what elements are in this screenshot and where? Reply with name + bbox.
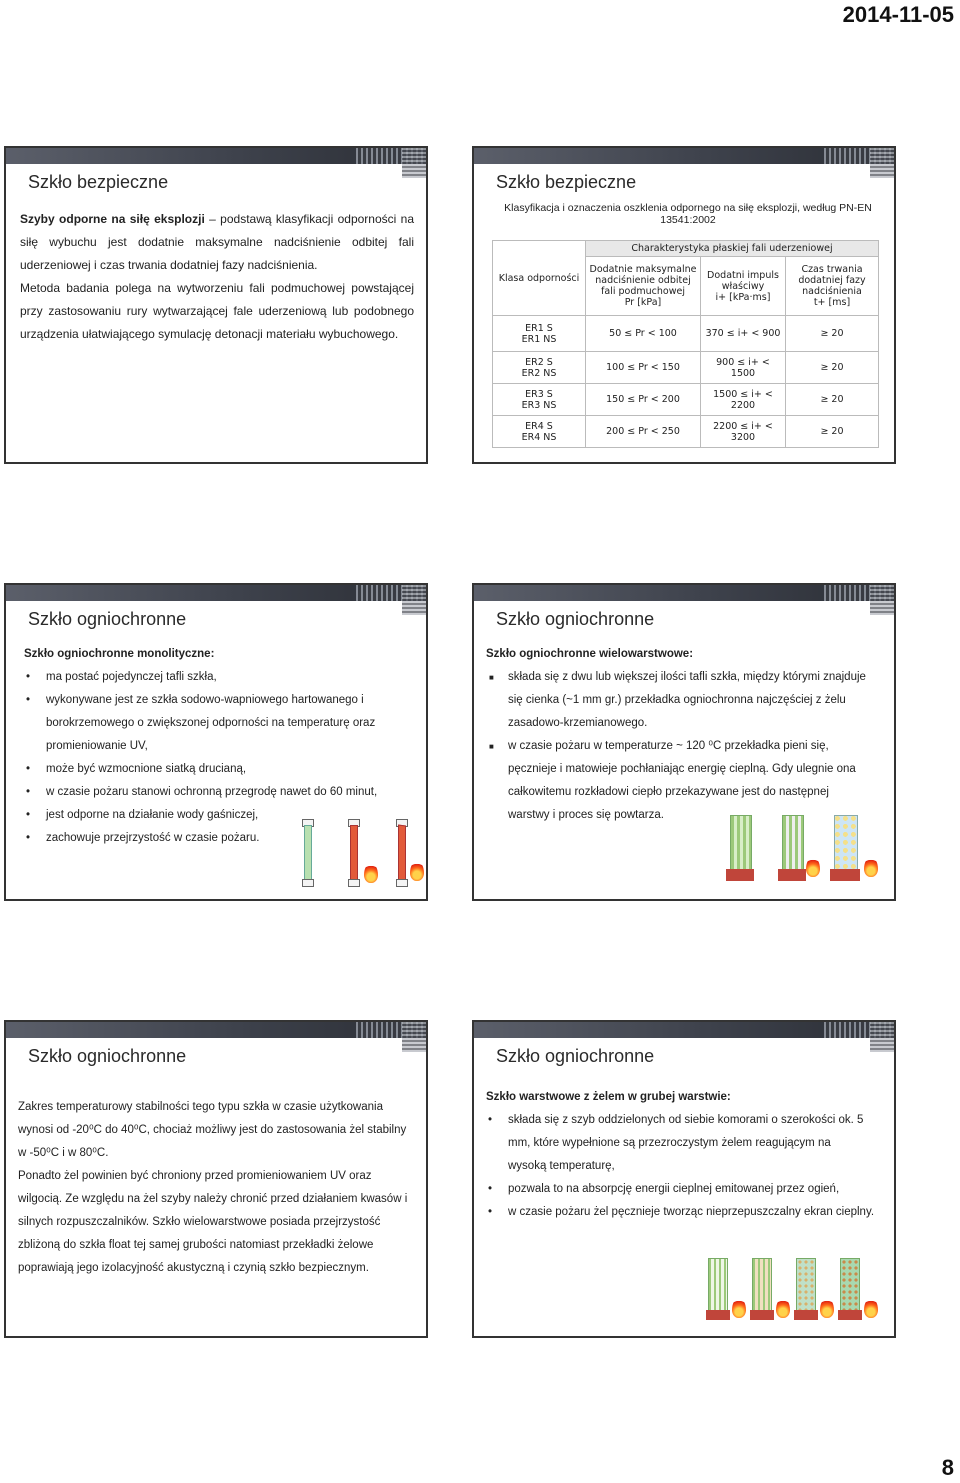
text-line: w -50⁰C i w 80⁰C. [18, 1147, 109, 1159]
list-item: zasadowo-krzemianowego. [508, 717, 648, 729]
slide-title: Szkło ogniochronne [496, 1046, 655, 1066]
slide-title: Szkło bezpieczne [496, 172, 637, 192]
list-item: warstwy i proces się powtarza. [508, 809, 664, 821]
text-line: silnych rozpuszczalników. Szkło wielowarstwowe posiada przejrzystość [18, 1216, 381, 1228]
table-row: ER2 S ER2 NS 100 ≤ Pr < 150 900 ≤ i+ < 1500 ≥ 20 [493, 352, 879, 384]
list-item: • może być wzmocnione siatką drucianą, [24, 758, 414, 781]
list-item: • w czasie pożaru żel pęcznieje tworząc nieprzepuszczalny ekran cieplny. [486, 1201, 892, 1224]
paragraph-text: – podstawą klasyfikacji odporności na siłę wybuchu jest dodatnie maksymalne nadciśnienie odbitej fali uderzeniowej i czas trwania dodatniej fazy nadciśnienia. [20, 212, 414, 272]
table-row: ER3 S ER3 NS 150 ≤ Pr < 200 1500 ≤ i+ < 2200 ≥ 20 [493, 384, 879, 416]
list-item: się cienka (~1 mm gr.) przekładka ogniochronna najczęściej z żelu [508, 694, 846, 706]
text-line: poprawiają jego izolacyjność akustyczną i czynią szkło bezpiecznym. [18, 1262, 369, 1274]
text-line: zbliżoną do szkła float tej samej grubości natomiast przekładki żelowe [18, 1239, 374, 1251]
list-item: borokrzemowego o zwiększonej odporności na temperaturę oraz [46, 717, 376, 729]
list-item: • składa się z szyb oddzielonych od siebie komorami o szerokości ok. 5 [486, 1109, 892, 1132]
table-row: ER4 S ER4 NS 200 ≤ Pr < 250 2200 ≤ i+ < 3200 ≥ 20 [493, 416, 879, 448]
slide-subtitle: Klasyfikacja i oznaczenia oszklenia odpornego na siłę eksplozji, według PN-EN 13541:2002 [504, 202, 872, 226]
list-item: • wykonywane jest ze szkła sodowo-wapniowego hartowanego i [24, 689, 414, 712]
slide-2 [472, 146, 896, 464]
list-item: • w czasie pożaru stanowi ochronną przegrodę nawet do 60 minut, [24, 781, 414, 804]
list-item: • zachowuje przejrzystość w czasie pożaru. [24, 827, 414, 850]
list-item: wysoką temperaturę, [508, 1160, 615, 1172]
slide-title: Szkło ogniochronne [28, 609, 187, 629]
paragraph-text: Metoda badania polega na wytworzeniu fali podmuchowej powstającej przy zastosowaniu rury wytwarzającej fale uderzeniową lub podobnego urządzenia ułatwiającego symulację detonacji materiału wybuchowego. [20, 281, 414, 341]
section-heading: Szkło ogniochronne wielowarstwowe: [486, 648, 694, 660]
glass-illustration [726, 813, 890, 889]
header-group: Charakterystyka płaskiej fali uderzeniowej [586, 241, 879, 257]
slide-1 [4, 146, 428, 464]
list-item: całkowitemu rozkładowi ciepło przekazywane jest do następnej [508, 786, 829, 798]
table-row: ER1 S ER1 NS 50 ≤ Pr < 100 370 ≤ i+ < 900 ≥ 20 [493, 316, 879, 352]
section-heading: Szkło warstwowe z żelem w grubej warstwie: [486, 1091, 731, 1103]
slide-5 [4, 1020, 428, 1338]
slide-title: Szkło ogniochronne [28, 1046, 187, 1066]
list-item: promieniowanie UV, [46, 740, 148, 752]
list-item: ■ w czasie pożaru w temperaturze ~ 120 ⁰C przekładka pieni się, [486, 735, 890, 758]
glass-illustration [298, 817, 428, 889]
header-impulse: Dodatni impuls właściwy i+ [kPa·ms] [701, 257, 786, 316]
glass-illustration [706, 1258, 886, 1322]
date-header: 2014-11-05 [842, 2, 954, 27]
classification-table [492, 240, 879, 448]
header-class: Klasa odporności [493, 241, 586, 316]
header-pressure: Dodatnie maksymalne nadciśnienie odbitej fali podmuchowej Pr [kPa] [586, 257, 701, 316]
section-heading: Szkło ogniochronne monolityczne: [24, 648, 215, 660]
slide-title: Szkło bezpieczne [28, 172, 169, 192]
list-item: pęcznieje i matowieje pochłaniając energię cieplną. Gdy ulegnie ona [508, 763, 856, 775]
list-item: • pozwala to na absorpcję energii cieplnej emitowanej przez ogień, [486, 1178, 892, 1201]
list-item: • jest odporne na działanie wody gaśniczej, [24, 804, 414, 827]
list-item: mm, które wypełnione są przezroczystym żelem reagującym na [508, 1137, 831, 1149]
header-duration: Czas trwania dodatniej fazy nadciśnienia t+ [ms] [786, 257, 879, 316]
slide-body [20, 208, 414, 346]
text-line: wilgocią. Ze względu na żel szyby należy chronić przed działaniem kwasów i [18, 1193, 408, 1205]
slide-6 [472, 1020, 896, 1338]
text-line: Ponadto żel powinien być chroniony przed promieniowaniem UV oraz [18, 1170, 372, 1182]
slide-body [18, 1096, 424, 1280]
slide-4 [472, 583, 896, 901]
slide-body [486, 1086, 892, 1224]
list-item: ■ składa się z dwu lub większej ilości tafli szkła, między którymi znajduje [486, 666, 890, 689]
list-item: • ma postać pojedynczej tafli szkła, [24, 666, 414, 689]
slide-body [486, 643, 890, 827]
bold-lead: Szyby odporne na siłę eksplozji [20, 212, 205, 226]
slide-3 [4, 583, 428, 901]
page-number: 8 [941, 1455, 954, 1480]
text-line: Zakres temperaturowy stabilności tego typu szkła w czasie użytkowania [18, 1101, 383, 1113]
slide-title: Szkło ogniochronne [496, 609, 655, 629]
text-line: wynosi od -20⁰C do 40⁰C, chociaż możliwy jest do zastosowania żel stabilny [18, 1124, 407, 1136]
